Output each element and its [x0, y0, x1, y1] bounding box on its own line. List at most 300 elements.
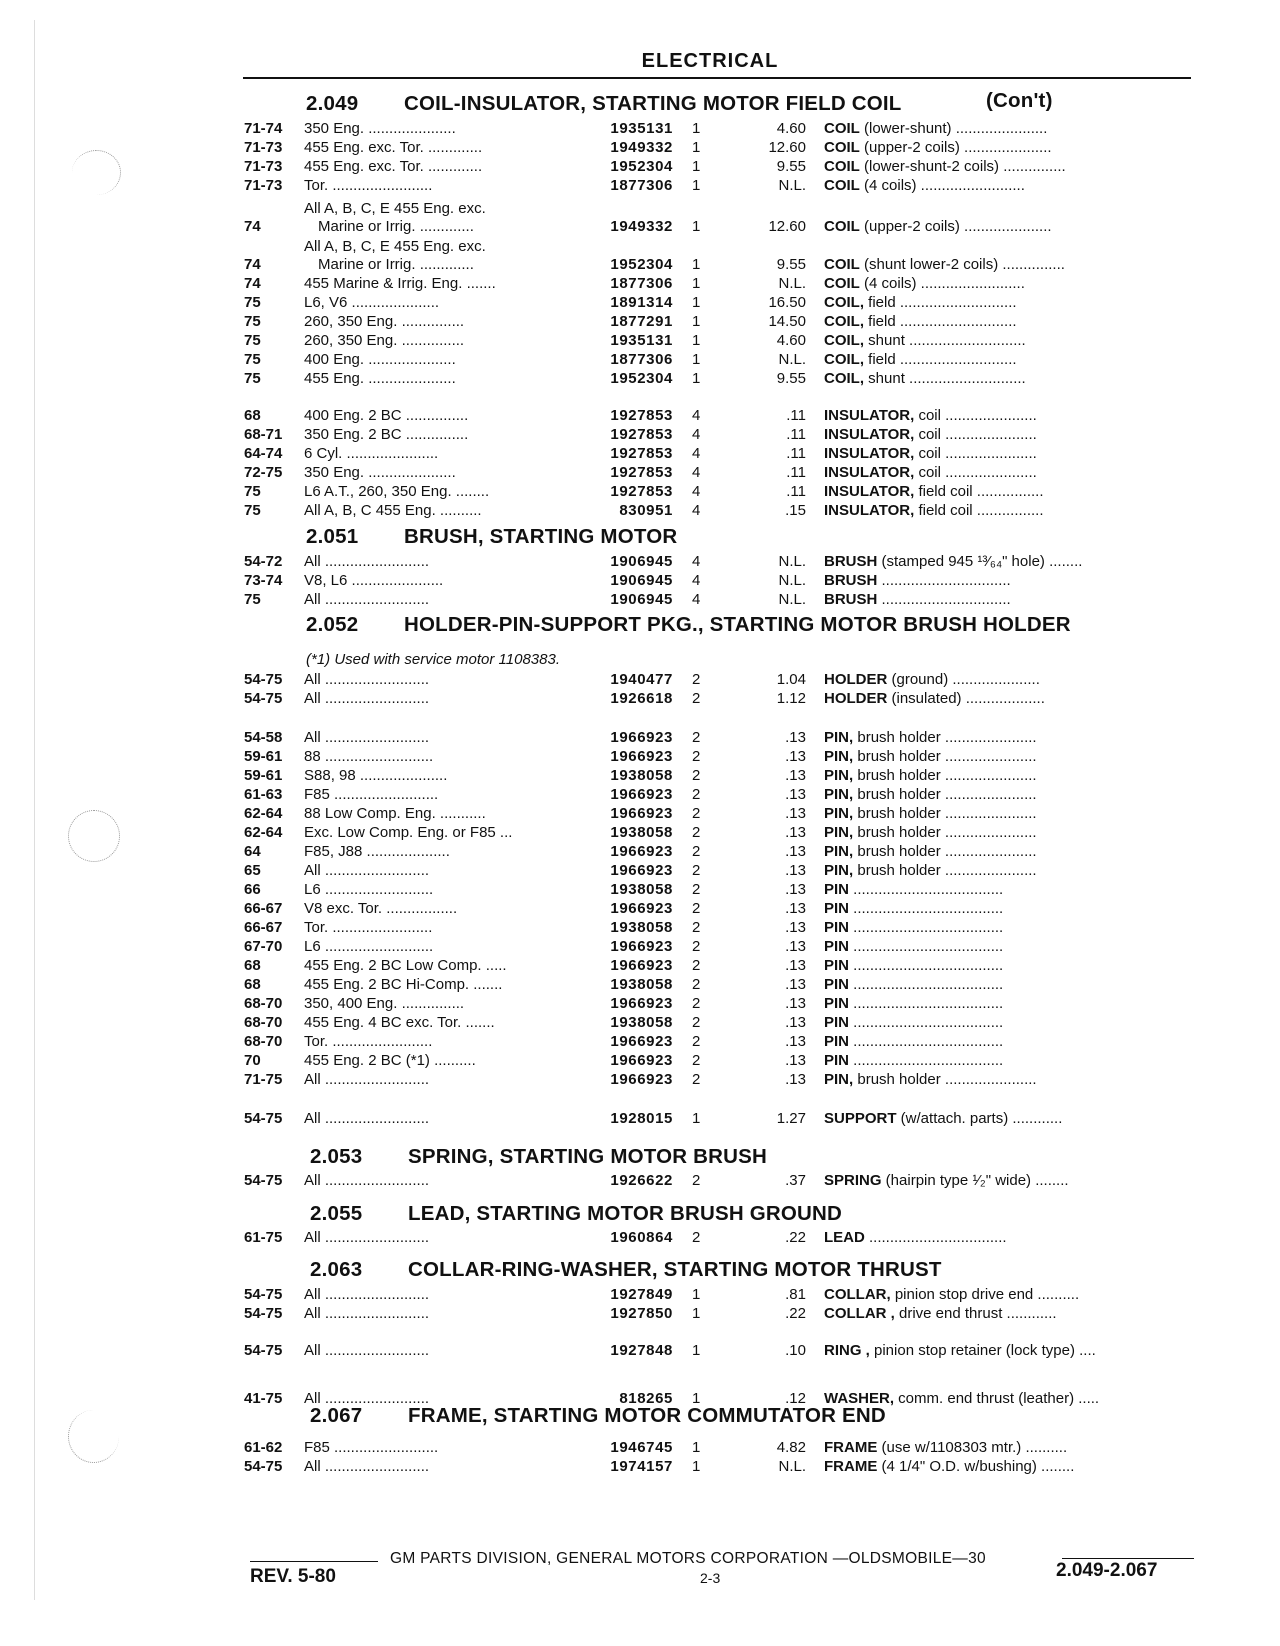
price: .11	[786, 445, 806, 462]
table-row	[0, 553, 1280, 571]
model-years: 61-63	[244, 786, 283, 803]
part-name: PIN,	[824, 729, 854, 746]
part-number: 1935131	[610, 332, 673, 349]
part-number: 818265	[619, 1390, 673, 1407]
model-years: 54-75	[244, 1286, 283, 1303]
price: 14.50	[768, 313, 806, 330]
section-number: 2.055	[310, 1202, 363, 1225]
description	[824, 938, 1191, 956]
application: All .........................	[304, 1172, 430, 1189]
description	[824, 591, 1191, 609]
price: .13	[785, 995, 806, 1012]
description	[824, 671, 1191, 689]
model-years: 54-72	[244, 553, 283, 570]
part-name: PIN,	[824, 767, 854, 784]
table-row	[0, 671, 1280, 689]
table-row	[0, 824, 1280, 842]
description	[824, 370, 1191, 388]
table-row	[0, 729, 1280, 747]
description	[824, 748, 1191, 766]
part-detail: (4 coils) .........................	[859, 177, 1025, 194]
description	[824, 900, 1191, 918]
part-name: SUPPORT	[824, 1110, 897, 1127]
section-number: 2.063	[310, 1258, 363, 1281]
section-number: 2.049	[306, 92, 359, 115]
price: N.L.	[778, 572, 806, 589]
part-number: 1906945	[610, 553, 673, 570]
part-detail: ....................................	[849, 900, 1004, 917]
part-detail: brush holder ......................	[853, 1071, 1037, 1088]
price: .13	[785, 1033, 806, 1050]
model-years: 74	[244, 218, 261, 235]
part-name: COIL,	[824, 294, 864, 311]
application: All A, B, C 455 Eng. ..........	[304, 502, 482, 519]
part-detail: field ............................	[864, 313, 1017, 330]
part-number: 1877306	[610, 351, 673, 368]
price: .12	[785, 1390, 806, 1407]
model-years: 41-75	[244, 1390, 283, 1407]
part-number: 1906945	[610, 572, 673, 589]
part-name: COLLAR,	[824, 1286, 891, 1303]
application: 455 Eng. exc. Tor. .............	[304, 139, 483, 156]
model-years: 54-75	[244, 1458, 283, 1475]
table-row	[0, 139, 1280, 157]
application: 400 Eng. 2 BC ...............	[304, 407, 469, 424]
application-line-2: Marine or Irrig. .............	[318, 218, 474, 235]
quantity: 4	[692, 426, 701, 443]
table-row	[0, 1458, 1280, 1476]
table-row	[0, 1172, 1280, 1190]
application: 455 Eng. 2 BC Low Comp. .....	[304, 957, 507, 974]
part-detail: brush holder ......................	[853, 786, 1037, 803]
quantity: 1	[692, 256, 701, 273]
application: Tor. ........................	[304, 1033, 433, 1050]
table-row	[0, 445, 1280, 463]
part-detail: pinion stop retainer (lock type) ....	[869, 1342, 1096, 1359]
description	[824, 767, 1191, 785]
part-detail: drive end thrust ............	[894, 1305, 1057, 1322]
table-row	[0, 900, 1280, 918]
table-row	[0, 862, 1280, 880]
application: V8 exc. Tor. .................	[304, 900, 458, 917]
quantity: 2	[692, 881, 701, 898]
part-detail: coil ......................	[914, 426, 1037, 443]
description	[824, 1286, 1191, 1304]
model-years: 68-70	[244, 1014, 283, 1031]
part-number: 1966923	[610, 843, 673, 860]
quantity: 1	[692, 177, 701, 194]
price: .13	[785, 900, 806, 917]
application: All .........................	[304, 671, 430, 688]
table-row	[0, 158, 1280, 176]
quantity: 2	[692, 1172, 701, 1189]
part-detail: (lower-shunt) ......................	[859, 120, 1048, 137]
price: 1.12	[776, 690, 806, 707]
description	[824, 976, 1191, 994]
part-number: 1966923	[610, 748, 673, 765]
part-number: 1877306	[610, 177, 673, 194]
description	[824, 426, 1191, 444]
model-years: 71-73	[244, 158, 283, 175]
model-years: 61-75	[244, 1229, 283, 1246]
quantity: 4	[692, 464, 701, 481]
price: .37	[785, 1172, 806, 1189]
part-detail: (use w/1108303 mtr.) ..........	[877, 1439, 1068, 1456]
description	[824, 1071, 1191, 1089]
price: .13	[785, 1052, 806, 1069]
part-detail: ....................................	[849, 919, 1004, 936]
quantity: 2	[692, 900, 701, 917]
description	[824, 1229, 1191, 1247]
application: 260, 350 Eng. ...............	[304, 332, 465, 349]
table-row	[0, 786, 1280, 804]
model-years: 68-70	[244, 995, 283, 1012]
table-row	[0, 1052, 1280, 1070]
part-number: 1938058	[610, 824, 673, 841]
part-number: 1940477	[610, 671, 673, 688]
part-detail: field coil ................	[914, 483, 1044, 500]
section-number: 2.053	[310, 1145, 363, 1168]
model-years: 59-61	[244, 748, 283, 765]
quantity: 4	[692, 553, 701, 570]
application: 455 Marine & Irrig. Eng. .......	[304, 275, 496, 292]
part-number: 1891314	[610, 294, 673, 311]
part-detail: ....................................	[849, 995, 1004, 1012]
part-detail: brush holder ......................	[853, 824, 1037, 841]
part-number: 1935131	[610, 120, 673, 137]
description	[824, 483, 1191, 501]
application: 350 Eng. .....................	[304, 464, 456, 481]
part-name: COIL	[824, 139, 860, 156]
table-row	[0, 332, 1280, 350]
quantity: 4	[692, 407, 701, 424]
model-years: 71-74	[244, 120, 283, 137]
price: 12.60	[768, 139, 806, 156]
price: .11	[786, 483, 806, 500]
part-name: PIN,	[824, 1071, 854, 1088]
table-row	[0, 843, 1280, 861]
part-detail: (upper-2 coils) .....................	[859, 139, 1052, 156]
application: All .........................	[304, 591, 430, 608]
section-title: COLLAR-RING-WASHER, STARTING MOTOR THRUST	[408, 1258, 942, 1281]
table-row	[0, 120, 1280, 138]
application: All .........................	[304, 553, 430, 570]
part-number: 830951	[619, 502, 673, 519]
model-years: 75	[244, 370, 261, 387]
part-detail: shunt ............................	[864, 332, 1026, 349]
part-name: PIN	[824, 976, 850, 993]
description	[824, 690, 1191, 708]
part-number: 1974157	[610, 1458, 673, 1475]
part-number: 1927853	[610, 445, 673, 462]
application: 350 Eng. .....................	[304, 120, 456, 137]
section-title: FRAME, STARTING MOTOR COMMUTATOR END	[408, 1404, 886, 1427]
table-row	[0, 464, 1280, 482]
model-years: 68-71	[244, 426, 283, 443]
quantity: 2	[692, 805, 701, 822]
part-number: 1966923	[610, 805, 673, 822]
section-number: 2.052	[306, 613, 359, 636]
description	[824, 572, 1191, 590]
table-row	[0, 1033, 1280, 1051]
price: .11	[786, 426, 806, 443]
application: 455 Eng. exc. Tor. .............	[304, 158, 483, 175]
table-row	[0, 881, 1280, 899]
model-years: 75	[244, 591, 261, 608]
part-name: PIN	[824, 938, 850, 955]
application: 455 Eng. 4 BC exc. Tor. .......	[304, 1014, 495, 1031]
table-row	[0, 313, 1280, 331]
part-number: 1927853	[610, 407, 673, 424]
part-detail: (4 1/4" O.D. w/bushing) ........	[877, 1458, 1075, 1475]
part-name: BRUSH	[824, 591, 878, 608]
part-name: COIL	[824, 218, 860, 235]
part-number: 1928015	[610, 1110, 673, 1127]
description	[824, 351, 1191, 369]
quantity: 4	[692, 572, 701, 589]
quantity: 2	[692, 786, 701, 803]
footer-rule-left	[250, 1561, 378, 1562]
quantity: 1	[692, 139, 701, 156]
price: .81	[785, 1286, 806, 1303]
part-detail: (4 coils) .........................	[859, 275, 1025, 292]
model-years: 71-75	[244, 1071, 283, 1088]
price: N.L.	[778, 591, 806, 608]
section-title: LEAD, STARTING MOTOR BRUSH GROUND	[408, 1202, 843, 1225]
part-number: 1927849	[610, 1286, 673, 1303]
quantity: 2	[692, 690, 701, 707]
part-detail: (w/attach. parts) ............	[896, 1110, 1063, 1127]
revision-label: REV. 5-80	[250, 1566, 336, 1587]
part-number: 1966923	[610, 957, 673, 974]
part-detail: ....................................	[849, 1014, 1004, 1031]
quantity: 2	[692, 748, 701, 765]
price: 9.55	[776, 158, 806, 175]
table-row	[0, 805, 1280, 823]
quantity: 1	[692, 1458, 701, 1475]
application: F85 .........................	[304, 1439, 439, 1456]
description	[824, 332, 1191, 350]
description	[824, 464, 1191, 482]
model-years: 71-73	[244, 177, 283, 194]
model-years: 75	[244, 502, 261, 519]
part-name: COLLAR ,	[824, 1305, 895, 1322]
price: N.L.	[778, 351, 806, 368]
part-number: 1938058	[610, 1014, 673, 1031]
quantity: 2	[692, 729, 701, 746]
price: 12.60	[768, 218, 806, 235]
price: 4.60	[776, 120, 806, 137]
model-years: 54-75	[244, 1172, 283, 1189]
quantity: 2	[692, 824, 701, 841]
model-years: 66	[244, 881, 261, 898]
quantity: 1	[692, 294, 701, 311]
application: V8, L6 ......................	[304, 572, 444, 589]
price: .15	[785, 502, 806, 519]
table-row	[0, 177, 1280, 195]
model-years: 65	[244, 862, 261, 879]
page-number: 2-3	[700, 1570, 721, 1586]
application: 350 Eng. 2 BC ...............	[304, 426, 469, 443]
model-years: 61-62	[244, 1439, 283, 1456]
application: L6, V6 .....................	[304, 294, 440, 311]
part-number: 1966923	[610, 729, 673, 746]
section-note: (*1) Used with service motor 1108383.	[306, 651, 561, 668]
description	[824, 177, 1191, 195]
section-title: HOLDER-PIN-SUPPORT PKG., STARTING MOTOR BRUSH HOLDER	[404, 613, 1071, 636]
description	[824, 275, 1191, 293]
quantity: 2	[692, 1071, 701, 1088]
application: All .........................	[304, 862, 430, 879]
price: .13	[785, 862, 806, 879]
table-row	[0, 1071, 1280, 1089]
part-number: 1938058	[610, 976, 673, 993]
part-detail: brush holder ......................	[853, 862, 1037, 879]
part-number: 1946745	[610, 1439, 673, 1456]
quantity: 2	[692, 938, 701, 955]
part-number: 1949332	[610, 139, 673, 156]
part-number: 1952304	[610, 370, 673, 387]
part-detail: coil ......................	[914, 445, 1037, 462]
part-number: 1966923	[610, 1071, 673, 1088]
part-detail: (shunt lower-2 coils) ...............	[859, 256, 1065, 273]
description	[824, 1052, 1191, 1070]
quantity: 2	[692, 1014, 701, 1031]
part-detail: ...............................	[877, 591, 1011, 608]
price: .13	[785, 786, 806, 803]
description	[824, 502, 1191, 520]
part-detail: ....................................	[849, 957, 1004, 974]
model-years: 70	[244, 1052, 261, 1069]
part-number: 1966923	[610, 1052, 673, 1069]
section-number: 2.067	[310, 1404, 363, 1427]
page-title: ELECTRICAL	[641, 50, 779, 72]
section-number: 2.051	[306, 525, 359, 548]
description	[824, 1033, 1191, 1051]
section-range: 2.049-2.067	[1056, 1560, 1158, 1581]
quantity: 2	[692, 976, 701, 993]
quantity: 1	[692, 218, 701, 235]
quantity: 1	[692, 1305, 701, 1322]
price: N.L.	[778, 177, 806, 194]
part-name: INSULATOR,	[824, 464, 915, 481]
price: N.L.	[778, 553, 806, 570]
application: All .........................	[304, 690, 430, 707]
description	[824, 995, 1191, 1013]
description	[824, 1305, 1191, 1323]
part-detail: field coil ................	[914, 502, 1044, 519]
part-number: 1927850	[610, 1305, 673, 1322]
description	[824, 139, 1191, 157]
description	[824, 1014, 1191, 1032]
quantity: 1	[692, 158, 701, 175]
description	[824, 957, 1191, 975]
quantity: 4	[692, 483, 701, 500]
section-title: BRUSH, STARTING MOTOR	[404, 525, 678, 548]
quantity: 2	[692, 995, 701, 1012]
part-name: HOLDER	[824, 671, 888, 688]
part-number: 1966923	[610, 1033, 673, 1050]
part-number: 1966923	[610, 900, 673, 917]
footer-rule-right	[1062, 1558, 1194, 1559]
description	[824, 1458, 1191, 1476]
quantity: 2	[692, 843, 701, 860]
part-number: 1949332	[610, 218, 673, 235]
table-row	[0, 370, 1280, 388]
part-detail: ....................................	[849, 938, 1004, 955]
quantity: 1	[692, 351, 701, 368]
description	[824, 786, 1191, 804]
quantity: 1	[692, 1286, 701, 1303]
application-line-1: All A, B, C, E 455 Eng. exc.	[304, 238, 486, 255]
description	[824, 120, 1191, 138]
table-row	[0, 351, 1280, 369]
description	[824, 824, 1191, 842]
quantity: 4	[692, 591, 701, 608]
table-row	[0, 1014, 1280, 1032]
price: .13	[785, 1014, 806, 1031]
price: N.L.	[778, 1458, 806, 1475]
price: .13	[785, 957, 806, 974]
part-detail: pinion stop drive end ..........	[890, 1286, 1080, 1303]
price: .13	[785, 748, 806, 765]
part-detail: brush holder ......................	[853, 805, 1037, 822]
application: 455 Eng. .....................	[304, 370, 456, 387]
part-number: 1960864	[610, 1229, 673, 1246]
description	[824, 919, 1191, 937]
price: 4.60	[776, 332, 806, 349]
price: .13	[785, 938, 806, 955]
part-name: LEAD	[824, 1229, 865, 1246]
part-name: PIN	[824, 957, 850, 974]
part-detail: (upper-2 coils) .....................	[859, 218, 1052, 235]
part-number: 1926622	[610, 1172, 673, 1189]
application: 455 Eng. 2 BC Hi-Comp. .......	[304, 976, 503, 993]
part-detail: ....................................	[849, 881, 1004, 898]
application: All .........................	[304, 1390, 430, 1407]
part-detail: coil ......................	[914, 464, 1037, 481]
part-name: BRUSH	[824, 553, 878, 570]
application: 400 Eng. .....................	[304, 351, 456, 368]
part-name: COIL	[824, 177, 860, 194]
table-row	[0, 1110, 1280, 1128]
part-name: INSULATOR,	[824, 407, 915, 424]
model-years: 75	[244, 313, 261, 330]
model-years: 62-64	[244, 824, 283, 841]
part-number: 1966923	[610, 786, 673, 803]
part-name: PIN,	[824, 862, 854, 879]
part-detail: (lower-shunt-2 coils) ...............	[859, 158, 1066, 175]
table-row	[0, 919, 1280, 937]
part-number: 1938058	[610, 919, 673, 936]
application: All .........................	[304, 1458, 430, 1475]
table-row	[0, 1342, 1280, 1360]
price: 1.04	[776, 671, 806, 688]
part-name: COIL	[824, 275, 860, 292]
price: .22	[785, 1305, 806, 1322]
description	[824, 553, 1191, 571]
section-title: COIL-INSULATOR, STARTING MOTOR FIELD COIL	[404, 92, 902, 115]
part-detail: field ............................	[864, 294, 1017, 311]
part-name: PIN,	[824, 843, 854, 860]
part-number: 1966923	[610, 862, 673, 879]
quantity: 2	[692, 957, 701, 974]
footer-division: GM PARTS DIVISION, GENERAL MOTORS CORPORATION —OLDSMOBILE—30	[390, 1550, 986, 1567]
part-number: 1966923	[610, 995, 673, 1012]
description	[824, 881, 1191, 899]
part-name: WASHER,	[824, 1390, 895, 1407]
part-name: FRAME	[824, 1439, 878, 1456]
